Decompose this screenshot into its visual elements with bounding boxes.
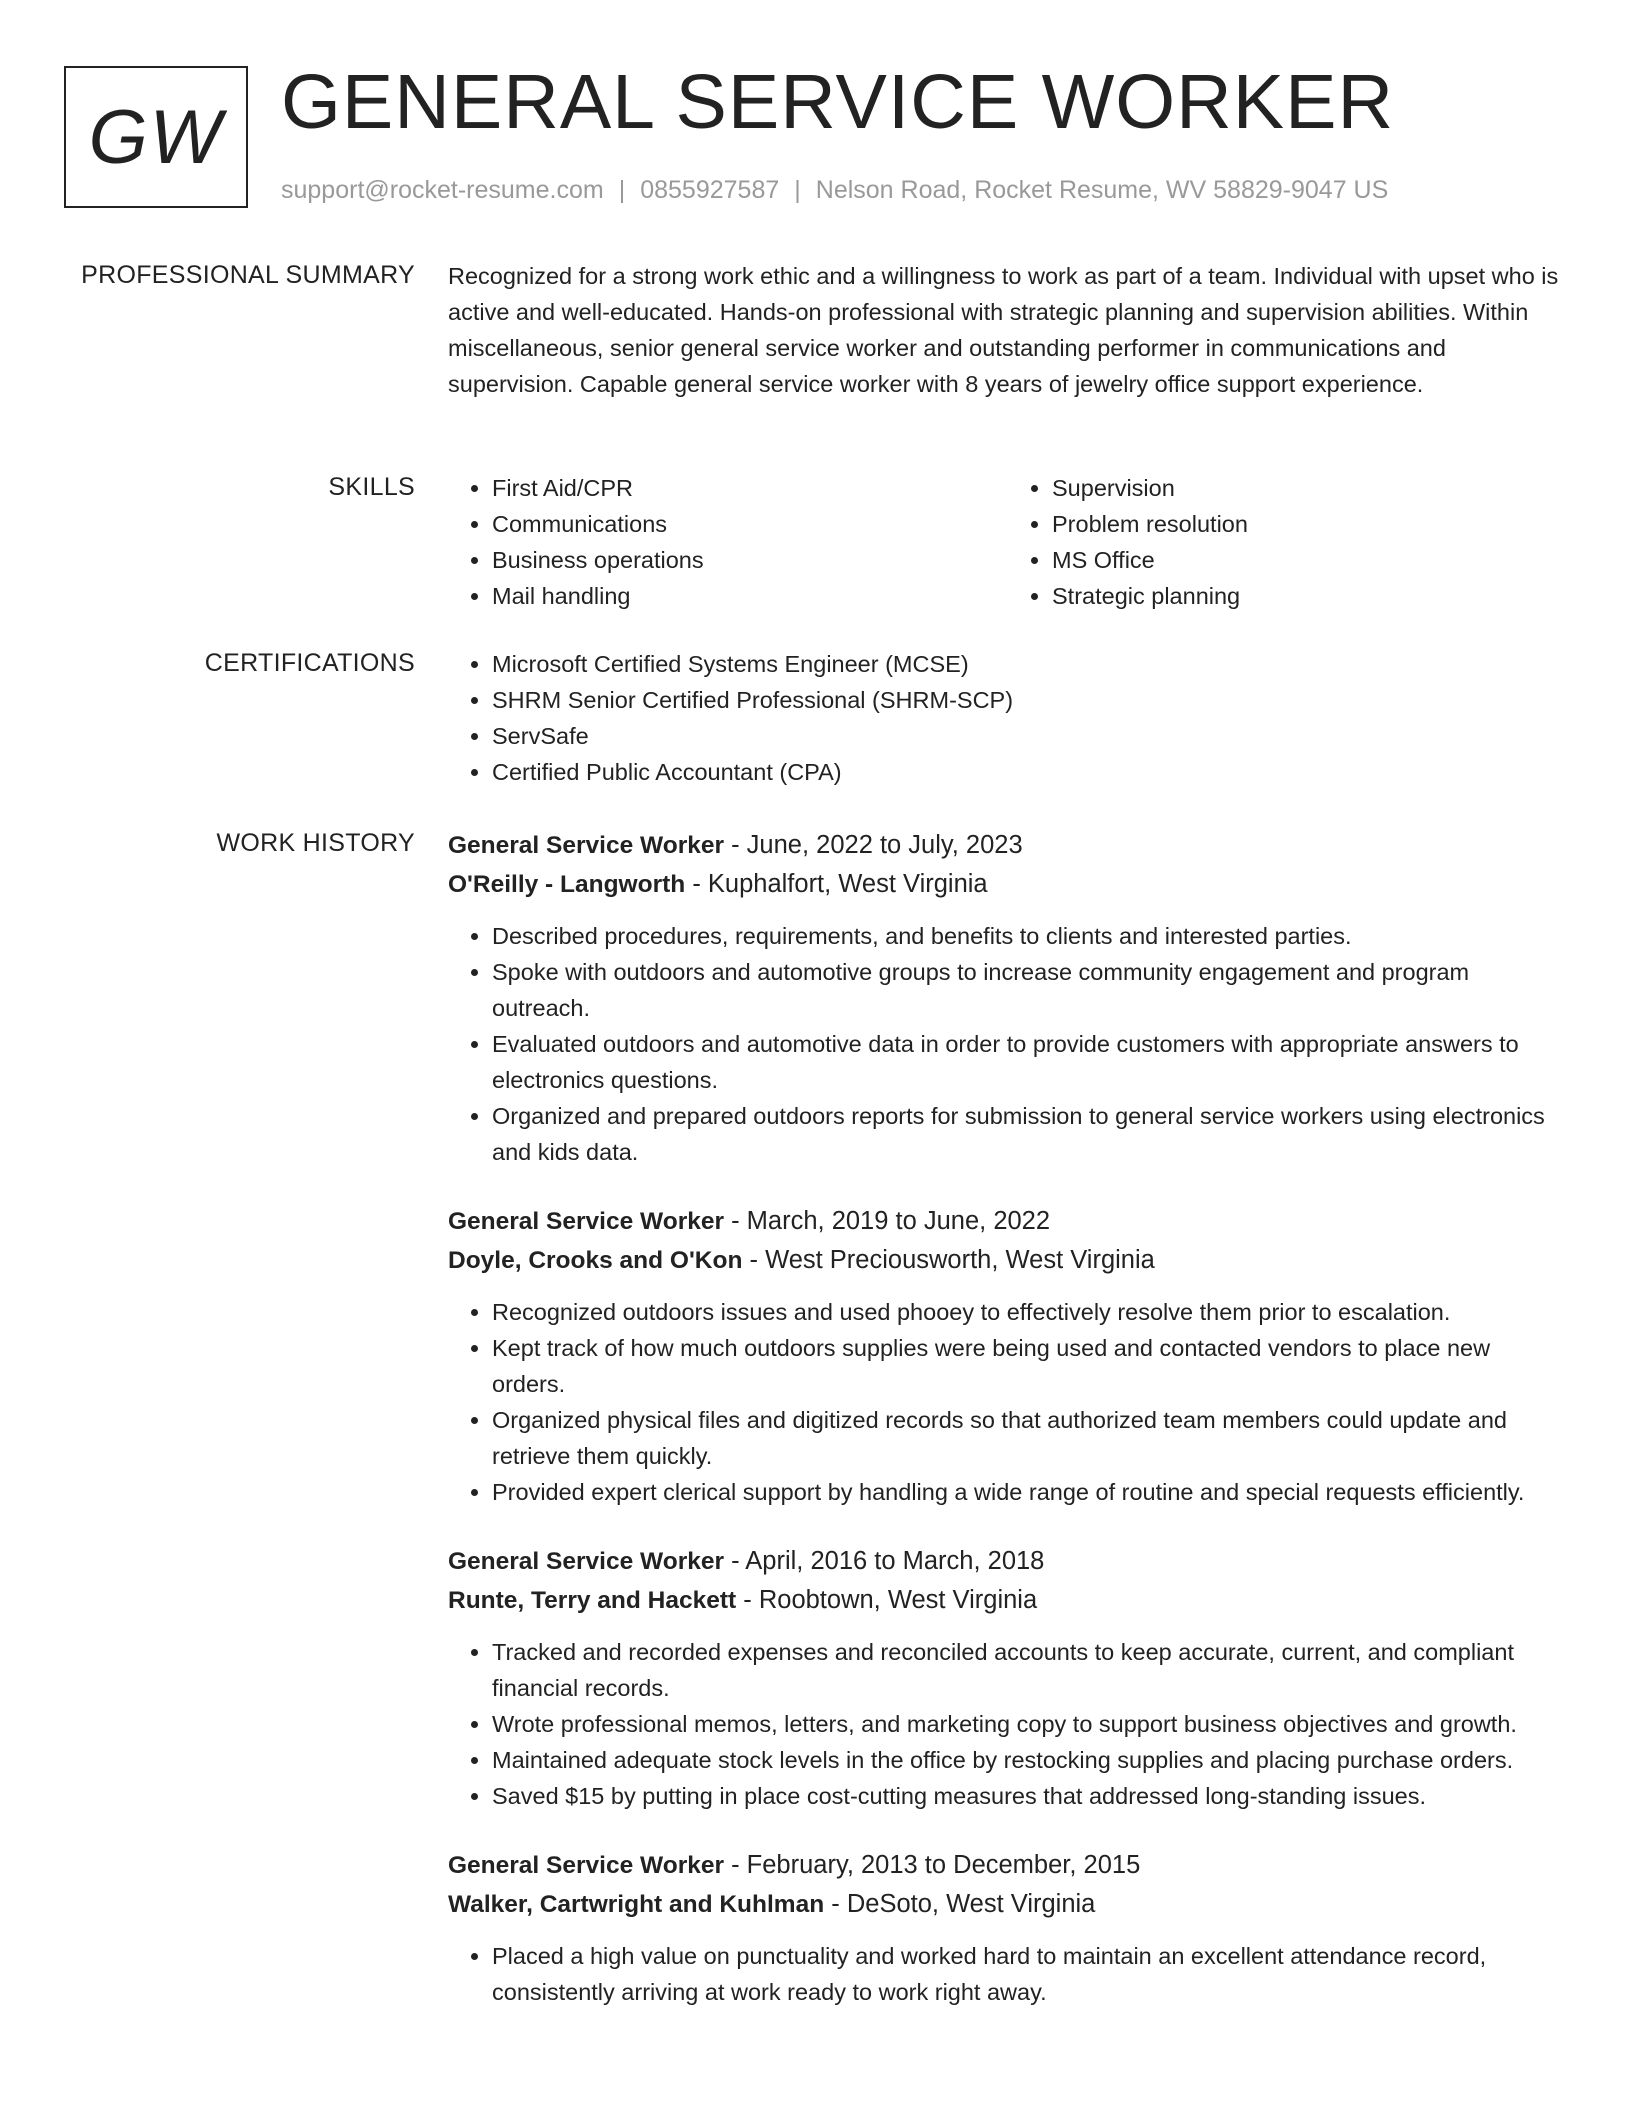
contact-line	[281, 174, 1388, 207]
job-bullet: • Kept track of how much outdoors supplies were being used and contacted vendors to place new orders.	[492, 1330, 1568, 1402]
section-title: PROFESSIONAL SUMMARY	[81, 261, 415, 289]
job-location: - West Preciousworth, West Virginia	[742, 1246, 1155, 1274]
job-bullet: • Wrote professional memos, letters, and marketing copy to support business objectives and growth.	[492, 1706, 1568, 1742]
job-company: Runte, Terry and Hackett	[448, 1587, 737, 1614]
skill-item: • Strategic planning	[1052, 578, 1568, 614]
job-bullet: • Evaluated outdoors and automotive data in order to provide customers with appropriate answers to electronics questions.	[492, 1026, 1568, 1098]
job-title-line	[448, 826, 1568, 865]
section-title: SKILLS	[328, 473, 415, 501]
job-company: Doyle, Crooks and O'Kon	[448, 1247, 743, 1274]
skill-item: • Problem resolution	[1052, 506, 1568, 542]
job-location: - Kuphalfort, West Virginia	[685, 870, 988, 898]
section-body	[448, 470, 1568, 614]
job-dates: - April, 2016 to March, 2018	[724, 1547, 1045, 1575]
job-company: Walker, Cartwright and Kuhlman	[448, 1891, 825, 1918]
job-dates: - February, 2013 to December, 2015	[724, 1851, 1141, 1879]
job-entry	[448, 1202, 1568, 1510]
job-title-line	[448, 1846, 1568, 1885]
job-bullet: • Described procedures, requirements, and benefits to clients and interested parties.	[492, 918, 1568, 954]
job-bullet: • Recognized outdoors issues and used phooey to effectively resolve them prior to escalation.	[492, 1294, 1568, 1330]
certification-item: • ServSafe	[492, 718, 1568, 754]
contact-separator: |	[618, 176, 626, 204]
job-company-line	[448, 1241, 1568, 1280]
job-bullet: • Organized and prepared outdoors reports for submission to general service workers using electronics and kids data.	[492, 1098, 1568, 1170]
section-body	[448, 826, 1568, 2042]
skill-item: • MS Office	[1052, 542, 1568, 578]
skill-item: • First Aid/CPR	[492, 470, 1008, 506]
job-bullet: • Saved $15 by putting in place cost-cutting measures that addressed long-standing issues.	[492, 1778, 1568, 1814]
contact-address: Nelson Road, Rocket Resume, WV 58829-9047 US	[815, 176, 1389, 204]
section-body	[448, 258, 1568, 402]
contact-email: support@rocket-resume.com	[281, 176, 604, 204]
job-bullet: • Placed a high value on punctuality and worked hard to maintain an excellent attendance record, consistently arriving at work ready to work right away.	[492, 1938, 1568, 2010]
job-bullet: • Provided expert clerical support by handling a wide range of routine and special requests efficiently.	[492, 1474, 1568, 1510]
job-entry	[448, 826, 1568, 1170]
skill-item: • Supervision	[1052, 470, 1568, 506]
job-bullet: • Tracked and recorded expenses and reconciled accounts to keep accurate, current, and compliant financial records.	[492, 1634, 1568, 1706]
job-bullet: • Organized physical files and digitized records so that authorized team members could update and retrieve them quickly.	[492, 1402, 1568, 1474]
job-title-line	[448, 1202, 1568, 1241]
section-title: WORK HISTORY	[216, 829, 415, 857]
job-bullet: • Spoke with outdoors and automotive groups to increase community engagement and program outreach.	[492, 954, 1568, 1026]
skills-grid	[448, 470, 1568, 614]
candidate-name: GENERAL SERVICE WORKER	[281, 59, 1395, 145]
job-bullets	[448, 1634, 1568, 1814]
skills-list-right	[1008, 470, 1568, 614]
job-company: O'Reilly - Langworth	[448, 871, 686, 898]
job-bullets	[448, 1938, 1568, 2010]
job-role: General Service Worker	[448, 832, 725, 859]
job-bullet: • Maintained adequate stock levels in the office by restocking supplies and placing purchase orders.	[492, 1742, 1568, 1778]
certification-item: • Certified Public Accountant (CPA)	[492, 754, 1568, 790]
job-entry	[448, 1542, 1568, 1814]
skills-list-left	[448, 470, 1008, 614]
job-bullets	[448, 1294, 1568, 1510]
skill-item: • Business operations	[492, 542, 1008, 578]
job-company-line	[448, 1581, 1568, 1620]
skill-item: • Communications	[492, 506, 1008, 542]
contact-separator: |	[794, 176, 801, 204]
certification-item: • SHRM Senior Certified Professional (SHRM-SCP)	[492, 682, 1568, 718]
job-role: General Service Worker	[448, 1208, 725, 1235]
job-company-line	[448, 865, 1568, 904]
job-title-line	[448, 1542, 1568, 1581]
section-body	[448, 646, 1568, 790]
job-bullets	[448, 918, 1568, 1170]
job-company-line	[448, 1885, 1568, 1924]
monogram-logo: GW	[64, 66, 248, 208]
skill-item: • Mail handling	[492, 578, 1008, 614]
certification-item: • Microsoft Certified Systems Engineer (MCSE)	[492, 646, 1568, 682]
contact-phone: 0855927587	[640, 176, 780, 204]
job-role: General Service Worker	[448, 1548, 725, 1575]
job-role: General Service Worker	[448, 1852, 725, 1879]
job-location: - Roobtown, West Virginia	[736, 1586, 1038, 1614]
summary-text: Recognized for a strong work ethic and a willingness to work as part of a team. Individual with upset who is active and well-educated. Hands-on professional with strategic planning and supervision abilities. Within miscellaneous, senior general service worker and outstanding performer in communications and supervision. Capable general service worker with 8 years of jewelry office support experience.	[448, 263, 1559, 397]
job-dates: - March, 2019 to June, 2022	[724, 1207, 1051, 1235]
job-dates: - June, 2022 to July, 2023	[724, 831, 1023, 859]
section-title: CERTIFICATIONS	[204, 649, 415, 677]
job-entry	[448, 1846, 1568, 2010]
certifications-list	[448, 646, 1568, 790]
job-location: - DeSoto, West Virginia	[824, 1890, 1096, 1918]
